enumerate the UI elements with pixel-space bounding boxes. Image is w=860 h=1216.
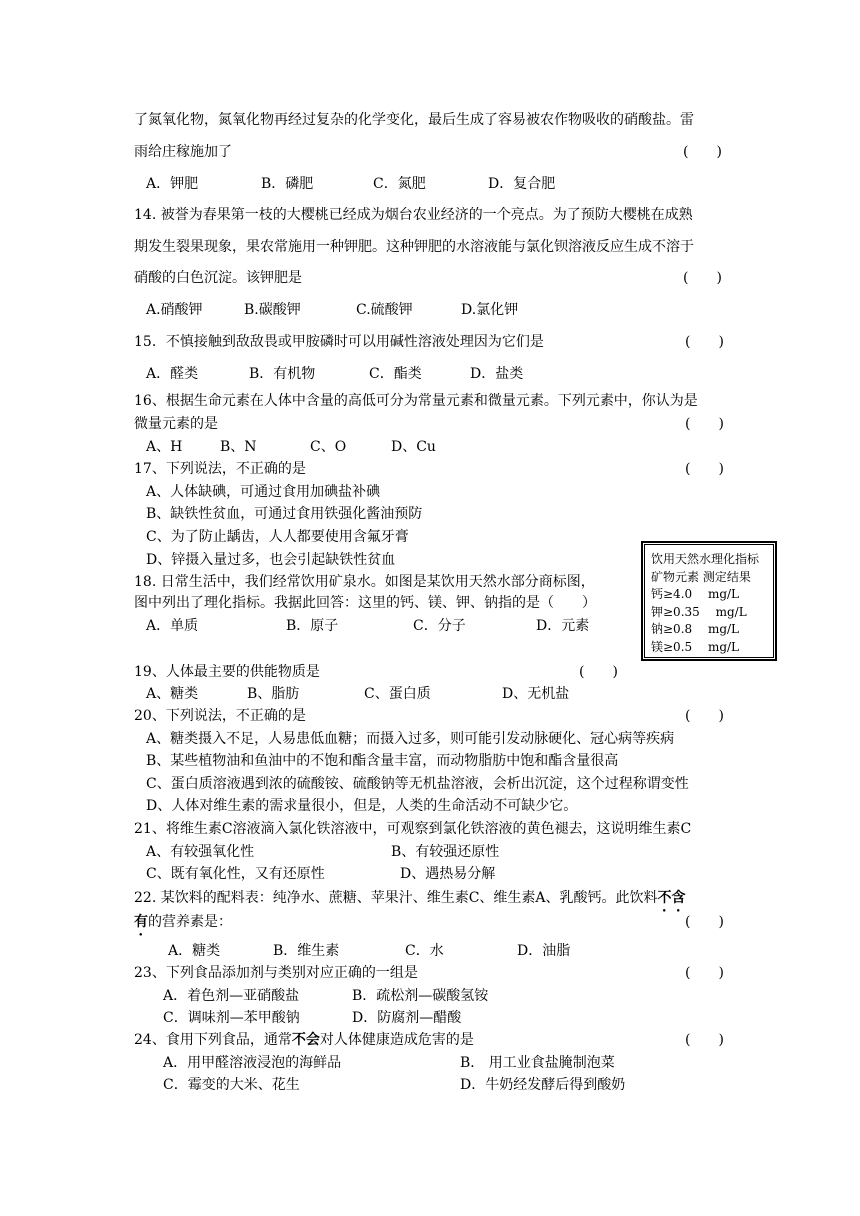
q15-option-a: A．醛类 xyxy=(146,366,199,382)
q23-answer-paren: ( ) xyxy=(685,965,724,981)
q13-stem-line1: 了氮氧化物，氮氧化物再经过复杂的化学变化，最后生成了容易被农作物吸收的硝酸盐。雷 xyxy=(134,112,694,128)
q23-stem-line1: 23、下列食品添加剂与类别对应正确的一组是 xyxy=(134,965,418,981)
q22-stem-line1 xyxy=(134,889,686,915)
q17-option-a: A、人体缺碘，可通过食用加碘盐补碘 xyxy=(146,484,381,500)
label-title: 饮用天然水理化指标 xyxy=(651,552,760,566)
q21-option-a: A、有较强氧化性 xyxy=(146,844,255,860)
q14-option-b: B.碳酸钾 xyxy=(244,302,301,318)
q17-option-b: B、缺铁性贫血，可通过食用铁强化酱油预防 xyxy=(146,506,423,522)
q22-option-b: B．维生素 xyxy=(273,943,340,959)
q22-emphasis-have: 有 xyxy=(134,914,148,930)
q14-answer-paren: ( ) xyxy=(683,270,722,286)
q18-stem-line1: 18. 日常生活中，我们经常饮用矿泉水。如图是某饮用天然水部分商标图， xyxy=(134,574,595,590)
q23-option-a: A．着色剂—亚硝酸盐 xyxy=(163,988,300,1004)
q23-option-d: D．防腐剂—醋酸 xyxy=(352,1010,462,1026)
q19-option-b: B、脂肪 xyxy=(247,686,300,702)
q21-option-c: C、既有氧化性，又有还原性 xyxy=(146,866,325,882)
q20-stem-line1: 20、下列说法，不正确的是 xyxy=(134,708,306,724)
q18-option-c: C．分子 xyxy=(413,618,466,634)
q14-stem-line3: 硝酸的白色沉淀。该钾肥是 xyxy=(134,270,302,286)
q13-option-d: D．复合肥 xyxy=(488,176,556,192)
q16-option-c: C、O xyxy=(310,439,347,455)
label-header: 矿物元素 测定结果 xyxy=(651,569,751,584)
q20-option-a: A、糖类摄入不足，人易患低血糖；而摄入过多，则可能引发动脉硬化、冠心病等疾病 xyxy=(146,731,675,747)
q23-option-c: C．调味剂—苯甲酸钠 xyxy=(163,1010,300,1026)
q22-answer-paren: ( ) xyxy=(685,914,724,930)
q24-stem-text-a: 24、食用下列食品，通常 xyxy=(134,1032,292,1048)
q17-answer-paren: ( ) xyxy=(685,461,724,477)
q15-option-d: D．盐类 xyxy=(470,366,524,382)
q16-option-a: A、H xyxy=(146,439,183,455)
q19-option-c: C、蛋白质 xyxy=(364,686,431,702)
q22-stem-line2 xyxy=(134,913,232,939)
q13-stem-line2: 雨给庄稼施加了 xyxy=(134,144,232,160)
q22-emphasis-not-contain: 不含 xyxy=(657,890,686,906)
q17-option-d: D、锌摄入量过多，也会引起缺铁性贫血 xyxy=(146,552,396,568)
q16-option-b: B、N xyxy=(220,439,257,455)
q24-option-b: B． 用工业食盐腌制泡菜 xyxy=(460,1055,615,1071)
q13-answer-paren: ( ) xyxy=(683,144,722,160)
q14-option-d: D.氯化钾 xyxy=(461,302,519,318)
q22-option-c: C．水 xyxy=(405,943,444,959)
q24-option-a: A．用甲醛溶液浸泡的海鲜品 xyxy=(163,1055,342,1071)
q21-option-d: D、遇热易分解 xyxy=(400,866,496,882)
q16-option-d: D、Cu xyxy=(391,439,436,455)
q13-option-c: C．氮肥 xyxy=(373,176,426,192)
q15-answer-paren: ( ) xyxy=(685,334,724,350)
q16-answer-paren: ( ) xyxy=(685,416,724,432)
mineral-water-label xyxy=(641,541,777,661)
q16-stem-line1: 16、根据生命元素在人体中含量的高低可分为常量元素和微量元素。下列元素中，你认为是 xyxy=(134,393,698,409)
q21-stem-line1: 21、将维生素C溶液滴入氯化铁溶液中，可观察到氯化铁溶液的黄色褪去，这说明维生素C xyxy=(134,821,692,837)
q14-stem-line2: 期发生裂果现象，果农常施用一种钾肥。这种钾肥的水溶液能与氯化钡溶液反应生成不溶于 xyxy=(134,239,694,255)
label-row-magnesium: 镁≥0.5 mg/L xyxy=(651,639,740,654)
label-row-sodium: 钠≥0.8 mg/L xyxy=(651,622,740,636)
q21-option-b: B、有较强还原性 xyxy=(391,844,500,860)
q19-answer-paren: ( ) xyxy=(579,664,618,680)
q14-option-c: C.硫酸钾 xyxy=(356,302,413,318)
q20-option-b: B、某些植物油和鱼油中的不饱和酯含量丰富，而动物脂肪中饱和酯含量很高 xyxy=(146,753,619,769)
q20-option-d: D、人体对维生素的需求量很小，但是，人类的生命活动不可缺少它。 xyxy=(146,798,578,814)
q17-option-c: C、为了防止龋齿，人人都要使用含氟牙膏 xyxy=(146,529,409,545)
q22-stem-line1-text: 22. 某饮料的配料表：纯净水、蔗糖、苹果汁、维生素C、维生素A、乳酸钙。此饮料 xyxy=(134,890,658,906)
q15-option-c: C．酯类 xyxy=(369,366,422,382)
q14-option-a: A.硝酸钾 xyxy=(146,302,203,318)
q24-option-d: D．牛奶经发酵后得到酸奶 xyxy=(460,1077,626,1093)
q24-stem-line1 xyxy=(134,1031,474,1049)
q23-option-b: B．疏松剂—碳酸氢铵 xyxy=(352,988,489,1004)
q13-option-b: B．磷肥 xyxy=(261,176,314,192)
q18-option-a: A．单质 xyxy=(146,618,199,634)
q15-stem-line1: 15．不慎接触到敌敌畏或甲胺磷时可以用碱性溶液处理因为它们是 xyxy=(134,334,544,350)
q22-option-a: A．糖类 xyxy=(168,943,221,959)
q22-option-d: D．油脂 xyxy=(517,943,571,959)
q24-option-c: C．霉变的大米、花生 xyxy=(163,1077,300,1093)
q16-stem-line2: 微量元素的是 xyxy=(134,416,218,432)
q24-emphasis-not: 不会 xyxy=(291,1032,320,1048)
q24-stem-text-c: 对人体健康造成危害的是 xyxy=(319,1032,474,1048)
q22-stem-line2-text: 的营养素是： xyxy=(148,914,232,930)
q15-option-b: B．有机物 xyxy=(249,366,316,382)
q14-stem-line1: 14. 被誉为春果第一枝的大樱桃已经成为烟台农业经济的一个亮点。为了预防大樱桃在成熟 xyxy=(134,207,693,223)
q13-option-a: A．钾肥 xyxy=(146,176,199,192)
q24-answer-paren: ( ) xyxy=(685,1032,724,1048)
q20-option-c: C、蛋白质溶液遇到浓的硫酸铵、硫酸钠等无机盐溶液，会析出沉淀，这个过程称谓变性 xyxy=(146,776,689,792)
label-row-calcium: 钙≥4.0 mg/L xyxy=(651,587,740,601)
q19-option-d: D、无机盐 xyxy=(502,686,570,702)
q19-stem-line1: 19、人体最主要的供能物质是 xyxy=(134,664,320,680)
q17-stem-line1: 17、下列说法，不正确的是 xyxy=(134,461,306,477)
q19-option-a: A、糖类 xyxy=(146,686,199,702)
q18-stem-line2: 图中列出了理化指标。我据此回答：这里的钙、镁、钾、钠指的是（ ） xyxy=(134,595,596,611)
q20-answer-paren: ( ) xyxy=(685,708,724,724)
label-row-potassium: 钾≥0.35 mg/L xyxy=(651,604,747,619)
q18-option-b: B．原子 xyxy=(286,618,339,634)
q18-option-d: D．元素 xyxy=(536,618,590,634)
